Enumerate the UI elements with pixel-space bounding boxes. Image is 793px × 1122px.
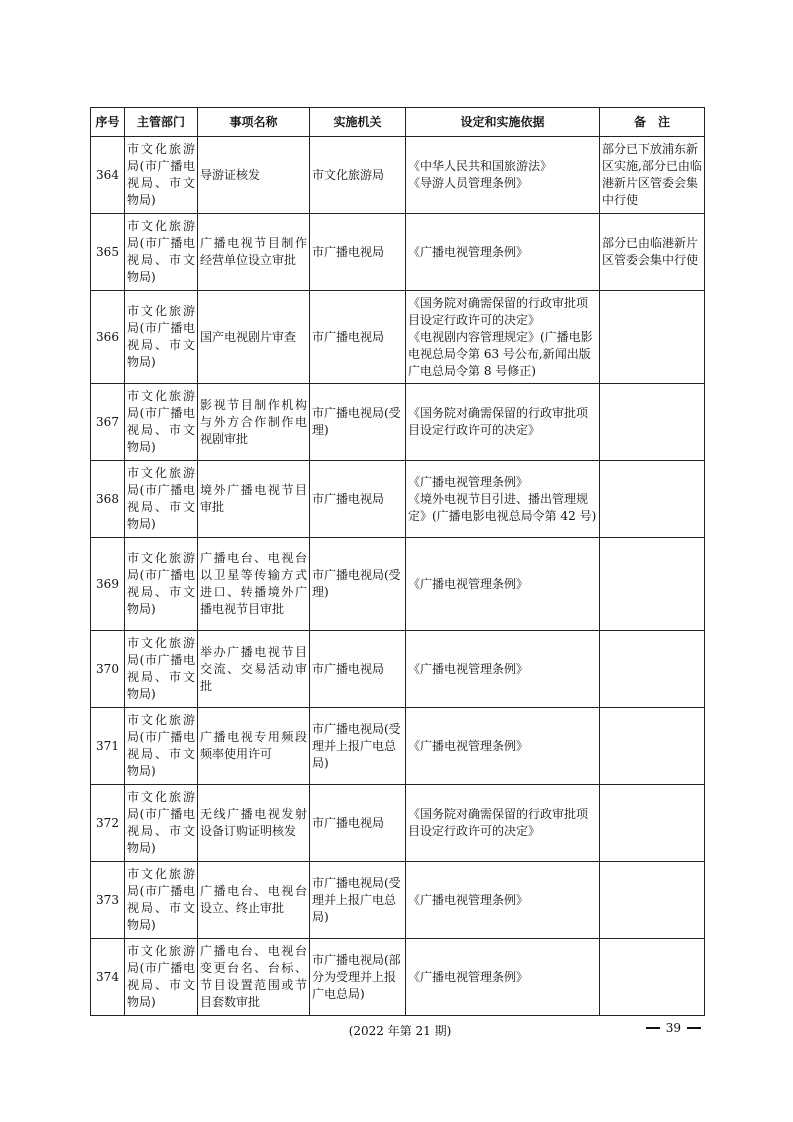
legal-basis: 《广播电视管理条例》 — [408, 576, 529, 591]
item-name-cell — [198, 291, 310, 384]
table-row — [91, 538, 705, 631]
item-name: 广播电视专用频段频率使用许可 — [200, 730, 307, 761]
department-cell — [125, 214, 198, 291]
dash-right — [687, 1027, 701, 1029]
item-name: 广播电视节目制作经营单位设立审批 — [200, 236, 307, 267]
row-number: 368 — [96, 491, 119, 506]
department-cell — [125, 631, 198, 708]
department: 市文化旅游局(市广播电视局、市文物局) — [127, 142, 195, 207]
department-cell — [125, 291, 198, 384]
table-row — [91, 939, 705, 1016]
implementing-agency: 市广播电视局(部分为受理并上报广电总局) — [312, 952, 401, 1001]
table-row — [91, 708, 705, 785]
implementing-agency: 市广播电视局(受理并上报广电总局) — [312, 721, 401, 770]
department-cell — [125, 862, 198, 939]
item-name-cell — [198, 214, 310, 291]
department: 市文化旅游局(市广播电视局、市文物局) — [127, 713, 195, 778]
implementing-agency-cell — [310, 384, 406, 461]
department: 市文化旅游局(市广播电视局、市文物局) — [127, 304, 195, 369]
item-name-cell — [198, 538, 310, 631]
row-number-cell — [91, 862, 125, 939]
header-no: 序号 — [91, 108, 125, 137]
item-name: 举办广播电视节目交流、交易活动审批 — [200, 644, 307, 693]
legal-basis: 《广播电视管理条例》 — [408, 661, 529, 676]
department-cell — [125, 785, 198, 862]
legal-basis-cell — [406, 137, 600, 214]
legal-basis: 《广播电视管理条例》 — [408, 738, 529, 753]
row-number: 372 — [96, 815, 119, 830]
header-org: 实施机关 — [310, 108, 406, 137]
implementing-agency-cell — [310, 785, 406, 862]
legal-basis: 《国务院对确需保留的行政审批项目设定行政许可的决定》 — [408, 807, 589, 838]
department: 市文化旅游局(市广播电视局、市文物局) — [127, 790, 195, 855]
row-number: 364 — [96, 167, 119, 182]
row-number: 365 — [96, 244, 119, 259]
implementing-agency-cell — [310, 214, 406, 291]
legal-basis: 《国务院对确需保留的行政审批项目设定行政许可的决定》 — [408, 406, 589, 437]
item-name: 国产电视剧片审查 — [200, 329, 297, 344]
implementing-agency-cell — [310, 538, 406, 631]
implementing-agency: 市广播电视局(受理) — [312, 406, 401, 437]
legal-basis-cell — [406, 939, 600, 1016]
implementing-agency: 市广播电视局 — [312, 815, 385, 830]
table-row — [91, 291, 705, 384]
remark-cell — [600, 939, 705, 1016]
header-item: 事项名称 — [198, 108, 310, 137]
legal-basis: 《广播电视管理条例》 — [408, 969, 529, 984]
implementing-agency-cell — [310, 461, 406, 538]
item-name-cell — [198, 939, 310, 1016]
item-name-cell — [198, 137, 310, 214]
row-number: 370 — [96, 661, 119, 676]
department: 市文化旅游局(市广播电视局、市文物局) — [127, 636, 195, 701]
department: 市文化旅游局(市广播电视局、市文物局) — [127, 219, 195, 284]
row-number-cell — [91, 785, 125, 862]
implementing-agency-cell — [310, 137, 406, 214]
remark-cell — [600, 862, 705, 939]
remark-cell — [600, 461, 705, 538]
remark-cell — [600, 538, 705, 631]
implementing-agency: 市广播电视局 — [312, 244, 385, 259]
item-name-cell — [198, 631, 310, 708]
item-name: 影视节目制作机构与外方合作制作电视剧审批 — [200, 397, 307, 446]
row-number-cell — [91, 461, 125, 538]
implementing-agency: 市广播电视局(受理) — [312, 568, 401, 599]
item-name: 广播电台、电视台变更台名、台标、节目设置范围或节目套数审批 — [200, 944, 307, 1009]
remark: 部分已下放浦东新区实施,部分已由临港新片区管委会集中行使 — [602, 142, 702, 207]
table-row — [91, 384, 705, 461]
legal-basis: 《国务院对确需保留的行政审批项目设定行政许可的决定》 《电视剧内容管理规定》(广播电影电视总局令第 63 号公布,新闻出版广电总局令第 8 号修正) — [408, 295, 593, 378]
table-row — [91, 461, 705, 538]
row-number-cell — [91, 538, 125, 631]
item-name: 无线广播电视发射设备订购证明核发 — [200, 807, 307, 838]
item-name-cell — [198, 461, 310, 538]
legal-basis-cell — [406, 538, 600, 631]
item-name-cell — [198, 785, 310, 862]
table-row — [91, 862, 705, 939]
item-name: 广播电台、电视台以卫星等传输方式进口、转播境外广播电视节目审批 — [200, 551, 307, 616]
row-number: 371 — [96, 738, 119, 753]
legal-basis-cell — [406, 631, 600, 708]
implementing-agency: 市文化旅游局 — [312, 167, 385, 182]
table-header-row — [91, 108, 705, 137]
row-number: 374 — [96, 969, 119, 984]
department: 市文化旅游局(市广播电视局、市文物局) — [127, 867, 195, 932]
dash-left — [646, 1027, 660, 1029]
header-basis: 设定和实施依据 — [406, 108, 600, 137]
remark-cell — [600, 631, 705, 708]
header-dept: 主管部门 — [125, 108, 198, 137]
department-cell — [125, 461, 198, 538]
remark-cell — [600, 214, 705, 291]
row-number-cell — [91, 939, 125, 1016]
legal-basis-cell — [406, 708, 600, 785]
implementing-agency-cell — [310, 291, 406, 384]
implementing-agency: 市广播电视局 — [312, 329, 385, 344]
legal-basis: 《广播电视管理条例》 — [408, 892, 529, 907]
page-number: 39 — [665, 1021, 681, 1035]
legal-basis: 《广播电视管理条例》 《境外电视节目引进、播出管理规定》(广播电影电视总局令第 42 号) — [408, 474, 597, 523]
legal-basis-cell — [406, 461, 600, 538]
item-name: 境外广播电视节目审批 — [200, 483, 307, 514]
remark-cell — [600, 384, 705, 461]
implementing-agency: 市广播电视局 — [312, 661, 385, 676]
department: 市文化旅游局(市广播电视局、市文物局) — [127, 551, 195, 616]
remark-cell — [600, 291, 705, 384]
implementing-agency-cell — [310, 939, 406, 1016]
remark-cell — [600, 137, 705, 214]
header-note: 备 注 — [600, 108, 705, 137]
department-cell — [125, 137, 198, 214]
row-number: 367 — [96, 414, 119, 429]
implementing-agency: 市广播电视局(受理并上报广电总局) — [312, 875, 401, 924]
department-cell — [125, 538, 198, 631]
item-name: 广播电台、电视台设立、终止审批 — [200, 884, 307, 915]
approval-items-table — [90, 107, 705, 1016]
implementing-agency: 市广播电视局 — [312, 491, 385, 506]
implementing-agency-cell — [310, 631, 406, 708]
table-row — [91, 631, 705, 708]
table-row — [91, 137, 705, 214]
table-row — [91, 785, 705, 862]
legal-basis-cell — [406, 862, 600, 939]
remark: 部分已由临港新片区管委会集中行使 — [602, 236, 699, 267]
row-number-cell — [91, 384, 125, 461]
department: 市文化旅游局(市广播电视局、市文物局) — [127, 389, 195, 454]
legal-basis-cell — [406, 785, 600, 862]
row-number: 369 — [96, 576, 119, 591]
row-number: 373 — [96, 892, 119, 907]
item-name: 导游证核发 — [200, 167, 261, 182]
legal-basis-cell — [406, 291, 600, 384]
row-number-cell — [91, 631, 125, 708]
department-cell — [125, 384, 198, 461]
row-number-cell — [91, 708, 125, 785]
legal-basis-cell — [406, 384, 600, 461]
remark-cell — [600, 785, 705, 862]
row-number-cell — [91, 137, 125, 214]
row-number-cell — [91, 214, 125, 291]
page-number-block — [646, 1021, 701, 1035]
department: 市文化旅游局(市广播电视局、市文物局) — [127, 466, 195, 531]
table-row — [91, 214, 705, 291]
department: 市文化旅游局(市广播电视局、市文物局) — [127, 944, 195, 1009]
remark-cell — [600, 708, 705, 785]
item-name-cell — [198, 384, 310, 461]
item-name-cell — [198, 708, 310, 785]
department-cell — [125, 708, 198, 785]
row-number-cell — [91, 291, 125, 384]
implementing-agency-cell — [310, 862, 406, 939]
item-name-cell — [198, 862, 310, 939]
department-cell — [125, 939, 198, 1016]
legal-basis: 《广播电视管理条例》 — [408, 244, 529, 259]
issue-number: (2022 年第 21 期) — [348, 1024, 452, 1038]
row-number: 366 — [96, 329, 119, 344]
implementing-agency-cell — [310, 708, 406, 785]
legal-basis: 《中华人民共和国旅游法》 《导游人员管理条例》 — [408, 159, 553, 190]
legal-basis-cell — [406, 214, 600, 291]
